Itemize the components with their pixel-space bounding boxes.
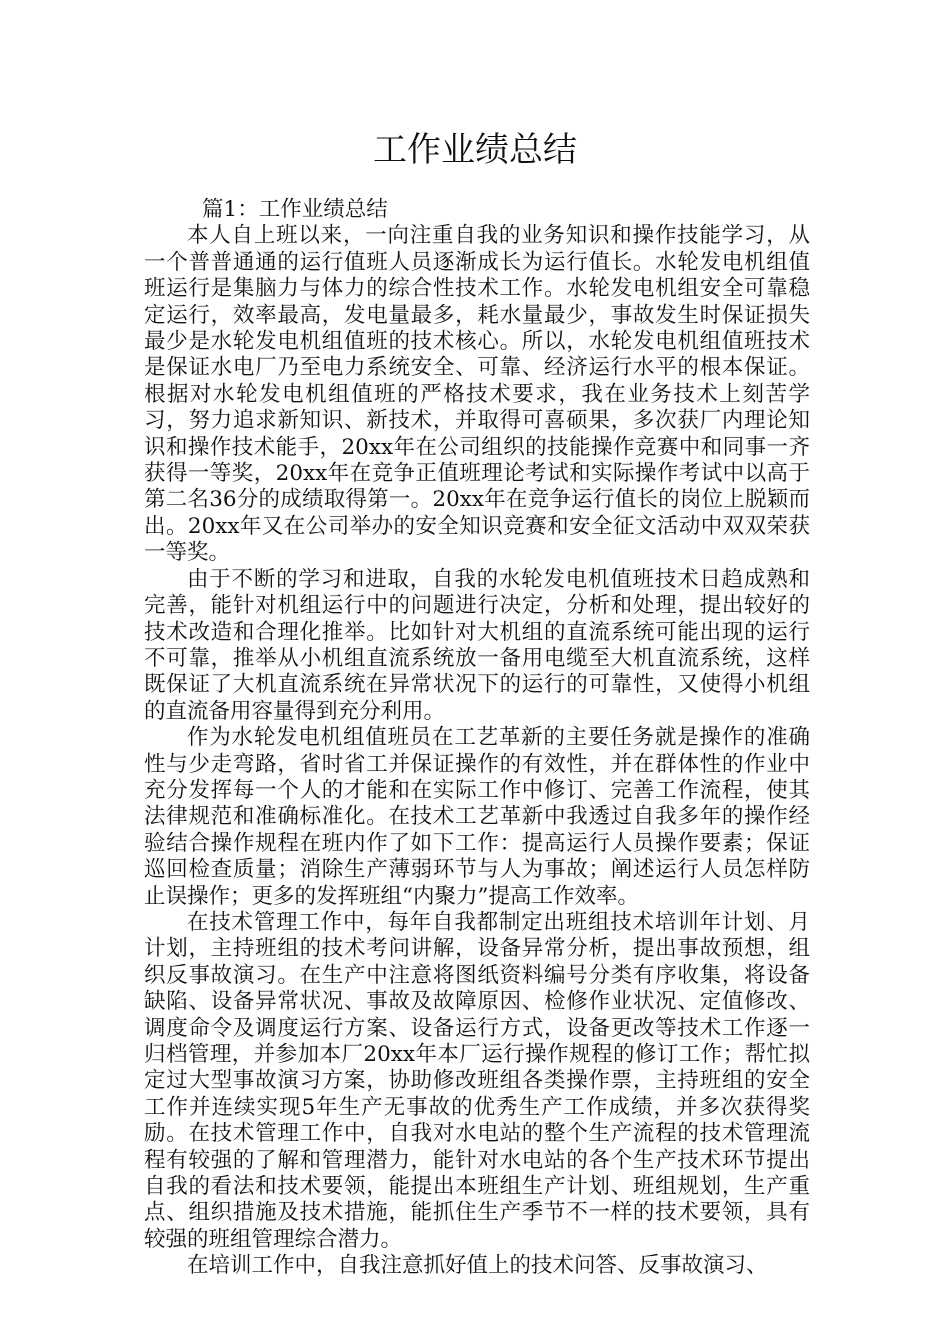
paragraph: 由于不断的学习和进取，自我的水轮发电机值班技术日趋成熟和完善，能针对机组运行中的问题进行决定，分析和处理，提出较好的技术改造和合理化推举。比如针对大机组的直流系统可能出现的运行不可靠，推举从小机组直流系统放一备用电缆至大机直流系统，这样既保证了大机直流系统在异常状况下的运行的可靠性，又使得小机组的直流备用容量得到充分利用。 <box>144 566 810 724</box>
document-title: 工作业绩总结 <box>373 130 577 170</box>
paragraph: 作为水轮发电机组值班员在工艺革新的主要任务就是操作的准确性与少走弯路，省时省工并保证操作的有效性，并在群体性的作业中充分发挥每一个人的才能和在实际工作中修订、完善工作流程，使其法律规范和准确标准化。在技术工艺革新中我透过自我多年的操作经验结合操作规程在班内作了如下工作：提高运行人员操作要素；保证巡回检查质量；消除生产薄弱环节与人为事故；阐述运行人员怎样防止误操作；更多的发挥班组“内聚力”提高工作效率。 <box>144 725 810 909</box>
paragraph: 在培训工作中，自我注意抓好值上的技术问答、反事故演习、 <box>187 1253 768 1279</box>
paragraph: 在技术管理工作中，每年自我都制定出班组技术培训年计划、月计划，主持班组的技术考问讲解，设备异常分析，提出事故预想，组织反事故演习。在生产中注意将图纸资料编号分类有序收集，将设备缺陷、设备异常状况、事故及故障原因、检修作业状况、定值修改、调度命令及调度运行方案、设备运行方式，设备更改等技术工作逐一归档管理，并参加本厂20xx年本厂运行操作规程的修订工作；帮忙拟定过大型事故演习方案，协助修改班组各类操作票，主持班组的安全工作并连续实现5年生产无事故的优秀生产工作成绩，并多次获得奖励。在技术管理工作中，自我对水电站的整个生产流程的技术管理流程有较强的了解和管理潜力，能针对水电站的各个生产技术环节提出自我的看法和技术要领，能提出本班组生产计划、班组规划，生产重点、组织措施及技术措施，能抓住生产季节不一样的技术要领，具有较强的班组管理综合潜力。 <box>144 909 810 1252</box>
paragraph: 本人自上班以来，一向注重自我的业务知识和操作技能学习，从一个普普通通的运行值班人员逐渐成长为运行值长。水轮发电机组值班运行是集脑力与体力的综合性技术工作。水轮发电机组安全可靠稳定运行，效率最高，发电量最多，耗水量最少，事故发生时保证损失最少是水轮发电机组值班的技术核心。所以，水轮发电机组值班技术是保证水电厂乃至电力系统安全、可靠、经济运行水平的根本保证。根据对水轮发电机组值班的严格技术要求，我在业务技术上刻苦学习，努力追求新知识、新技术，并取得可喜硕果，多次获厂内理论知识和操作技术能手，20xx年在公司组织的技能操作竞赛中和同事一齐获得一等奖，20xx年在竞争正值班理论考试和实际操作考试中以高于第二名36分的成绩取得第一。20xx年在竞争运行值长的岗位上脱颖而出。20xx年又在公司举办的安全知识竞赛和安全征文活动中双双荣获一等奖。 <box>144 223 810 566</box>
section-heading: 篇1：工作业绩总结 <box>202 197 388 222</box>
document-body <box>144 197 810 1280</box>
